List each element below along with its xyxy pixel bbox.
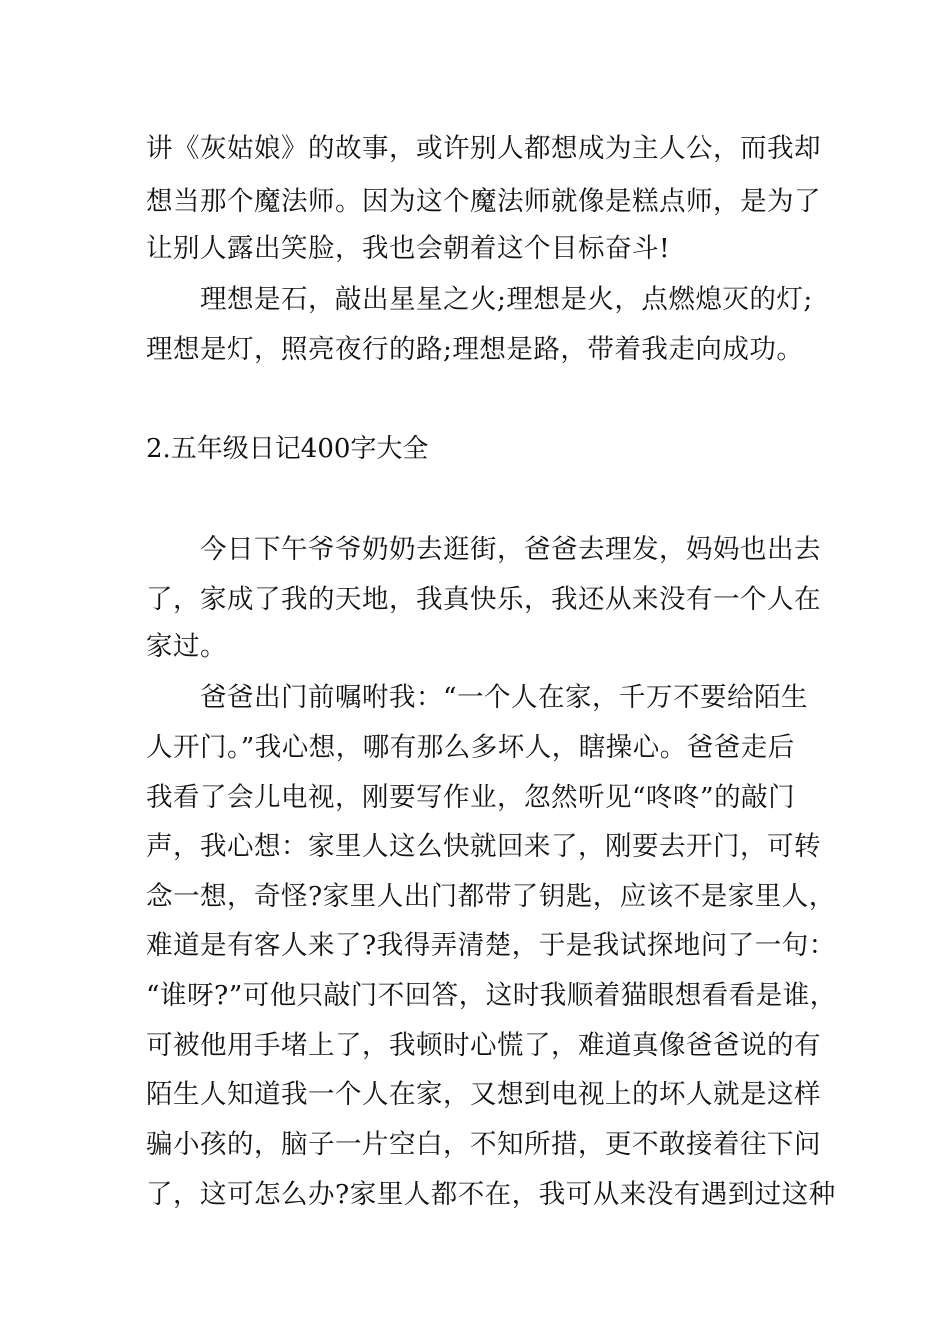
paragraph-line: 家过。 xyxy=(146,631,227,662)
paragraph-line: 想当那个魔法师。因为这个魔法师就像是糕点师，是为了 xyxy=(146,186,821,217)
paragraph-line: 今日下午爷爷奶奶去逛街，爸爸去理发，妈妈也出去 xyxy=(146,534,821,565)
paragraph-line: 理想是灯，照亮夜行的路;理想是路，带着我走向成功。 xyxy=(146,334,804,365)
paragraph-line: 理想是石，敲出星星之火;理想是火，点燃熄灭的灯; xyxy=(146,284,813,315)
paragraph-line: 人开门。”我心想，哪有那么多坏人，瞎操心。爸爸走后 xyxy=(146,732,795,763)
paragraph-line: 了，这可怎么办?家里人都不在，我可从来没有遇到过这种 xyxy=(146,1179,836,1210)
paragraph-line: 了，家成了我的天地，我真快乐，我还从来没有一个人在 xyxy=(146,584,821,615)
paragraph-line: 讲《灰姑娘》的故事，或许别人都想成为主人公，而我却 xyxy=(146,133,821,164)
paragraph-line: 骗小孩的，脑子一片空白，不知所措，更不敢接着往下问 xyxy=(146,1129,821,1160)
paragraph-line: 难道是有客人来了?我得弄清楚，于是我试探地问了一句： xyxy=(146,930,836,961)
paragraph-line: 我看了会儿电视，刚要写作业，忽然听见“咚咚”的敲门 xyxy=(146,782,796,813)
paragraph-line: 可被他用手堵上了，我顿时心慌了，难道真像爸爸说的有 xyxy=(146,1030,821,1061)
paragraph-line: 声，我心想：家里人这么快就回来了，刚要去开门，可转 xyxy=(146,831,821,862)
paragraph-line: 爸爸出门前嘱咐我：“一个人在家，千万不要给陌生 xyxy=(146,682,809,713)
paragraph-line: 陌生人知道我一个人在家，又想到电视上的坏人就是这样 xyxy=(146,1079,821,1110)
paragraph-line: 念一想，奇怪?家里人出门都带了钥匙，应该不是家里人， xyxy=(146,881,836,912)
paragraph-line: “谁呀?”可他只敲门不回答，这时我顺着猫眼想看看是谁， xyxy=(146,980,837,1011)
section-heading: 2.五年级日记400字大全 xyxy=(146,434,429,464)
paragraph-line: 让别人露出笑脸，我也会朝着这个目标奋斗! xyxy=(146,233,671,264)
